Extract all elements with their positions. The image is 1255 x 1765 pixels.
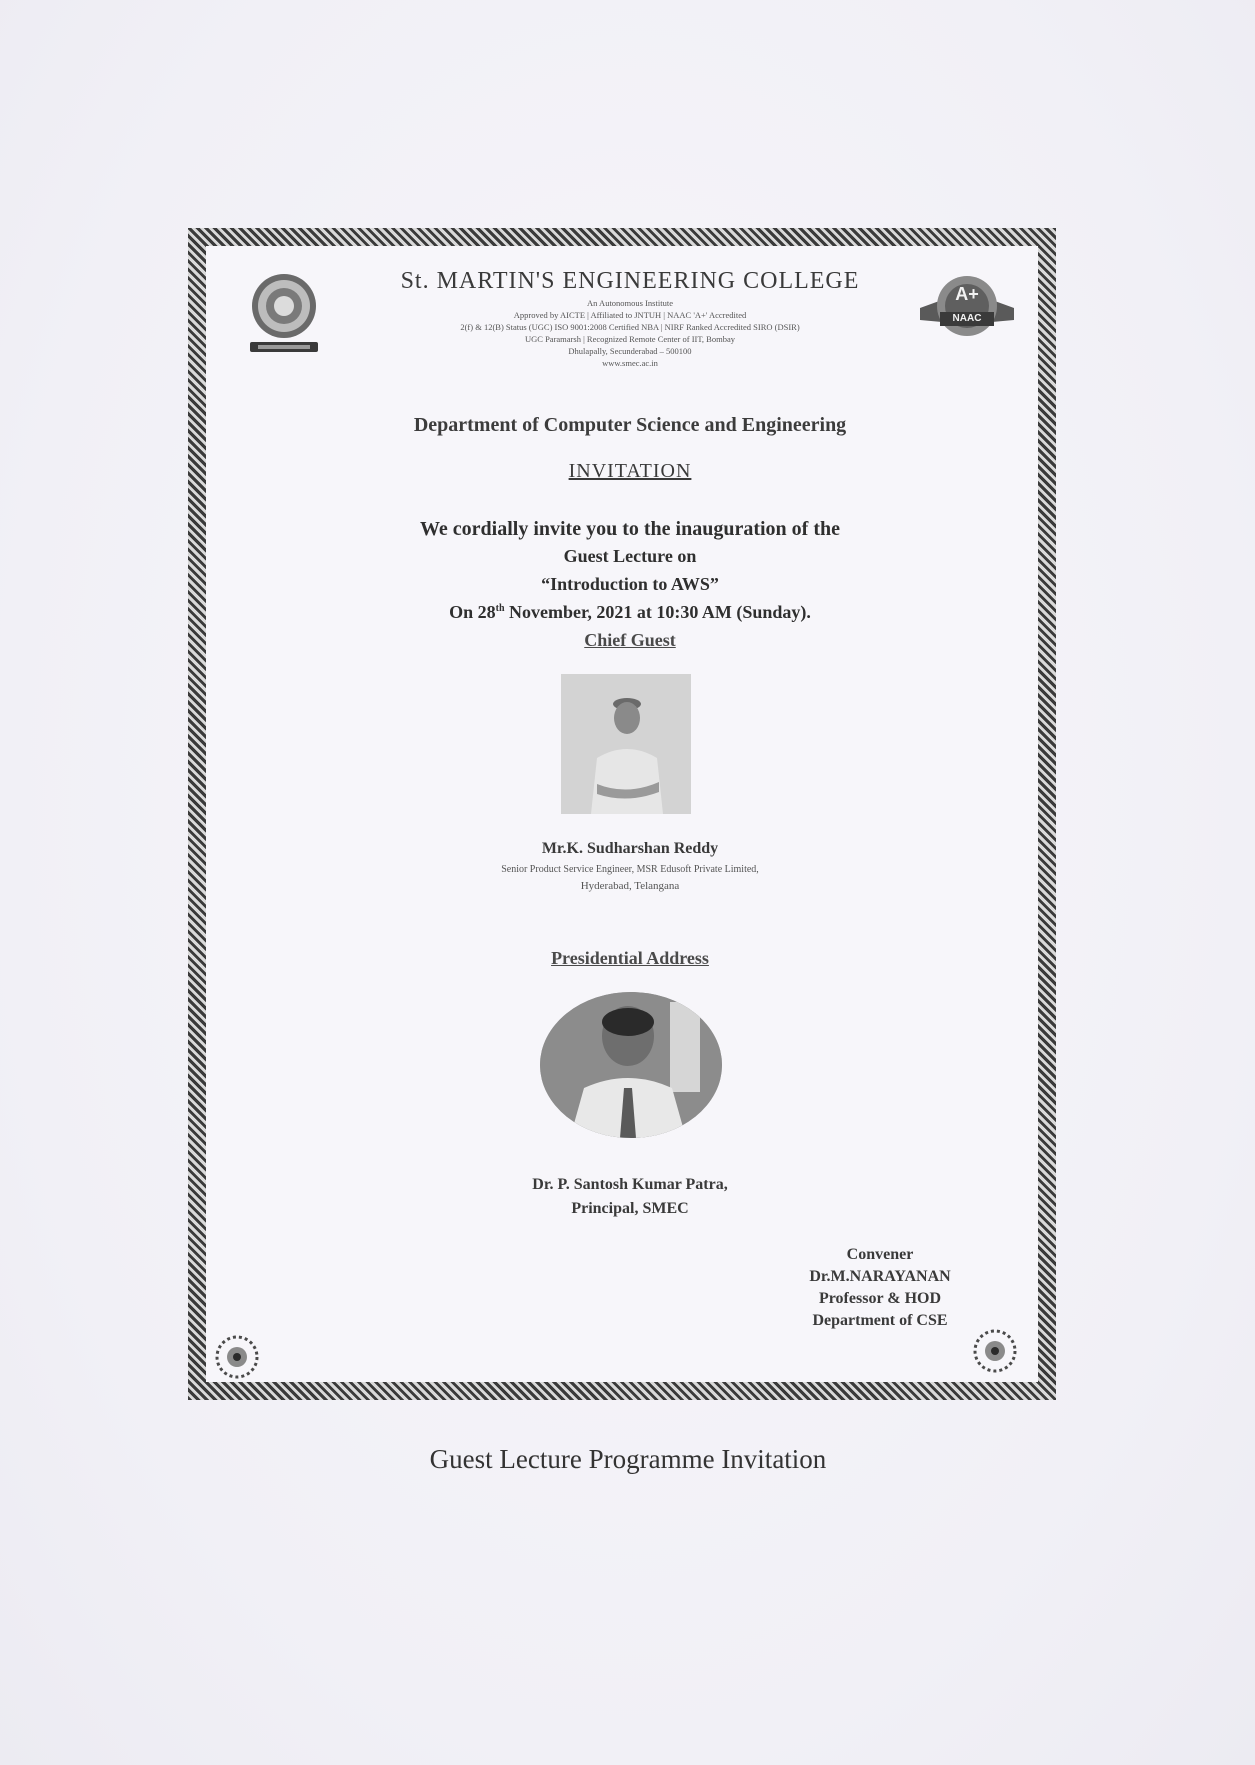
chief-guest-heading: Chief Guest [584,630,676,650]
person-silhouette-icon [561,674,691,814]
convener-label: Convener [846,1246,914,1263]
chief-guest-location: Hyderabad, Telangana [580,880,680,892]
college-name: St. MARTIN'S ENGINEERING COLLEGE [400,268,860,294]
person-portrait-icon [540,992,722,1138]
department-title: Department of Computer Science and Engineering [413,414,847,436]
principal-role: Principal, SMEC [571,1200,689,1217]
invitation-heading: INVITATION [568,460,692,482]
convener-designation: Professor & HOD [818,1290,942,1307]
date-suffix: November, 2021 at 10:30 AM (Sunday). [504,602,811,622]
page-caption: Guest Lecture Programme Invitation [429,1444,827,1474]
floral-ornament-icon [210,1330,264,1384]
invite-line-2: Guest Lecture on [563,546,697,566]
convener-name: Dr.M.NARAYANAN [809,1268,951,1285]
header-line-recognition: UGC Paramarsh | Recognized Remote Center of IIT, Bombay [525,334,735,344]
principal-name: Dr. P. Santosh Kumar Patra, [532,1176,728,1193]
header-line-autonomous: An Autonomous Institute [587,298,673,308]
naac-badge-grade: A+ [955,284,979,304]
principal-photo [540,992,722,1138]
header-line-approvals: Approved by AICTE | Affiliated to JNTUH | NAAC 'A+' Accredited [513,310,747,320]
chief-guest-photo [561,674,691,814]
invite-line-1: We cordially invite you to the inauguration of the [420,518,840,540]
presidential-address-heading: Presidential Address [551,948,709,968]
event-date-time [230,602,1030,623]
floral-ornament-icon [968,1324,1022,1378]
lecture-title: “Introduction to AWS” [541,574,719,594]
college-seal-logo [244,270,324,360]
date-superscript: th [495,603,505,614]
date-prefix: On 28 [449,602,496,622]
header-line-address: Dhulapally, Secunderabad – 500100 [568,346,692,356]
header-line-website: www.smec.ac.in [602,358,658,368]
convener-department: Department of CSE [812,1312,948,1329]
header-line-certifications: 2(f) & 12(B) Status (UGC) ISO 9001:2008 Certified NBA | NIRF Ranked Accredited SIRO (DSIR) [460,322,800,332]
naac-badge-label: NAAC [952,313,982,324]
chief-guest-name: Mr.K. Sudharshan Reddy [541,840,719,857]
chief-guest-designation: Senior Product Service Engineer, MSR Edusoft Private Limited, [501,864,759,875]
